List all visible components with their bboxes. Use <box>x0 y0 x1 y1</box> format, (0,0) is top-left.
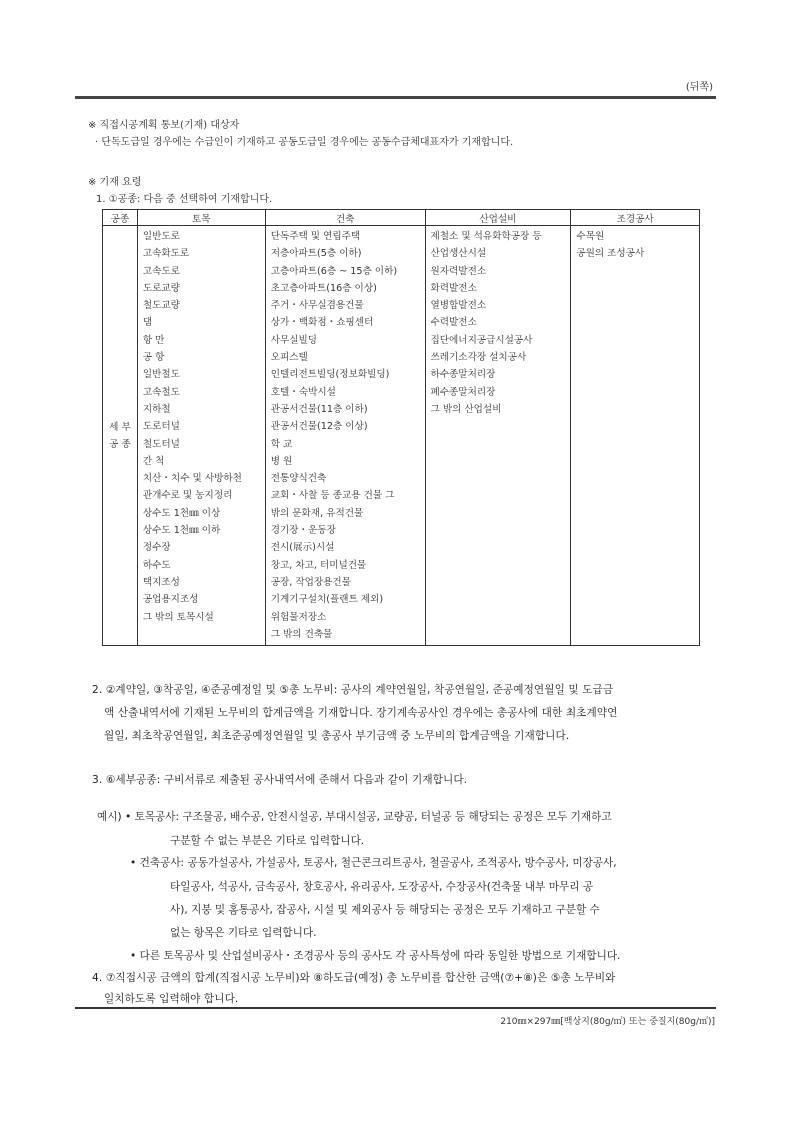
item2-line1: 2. ②계약일, ③착공일, ④준공예정일 및 ⑤총 노무비: 공사의 계약연월일, 착공연월일, 준공예정연월일 및 도급금 <box>92 684 614 696</box>
building-item: 전통양식건축 <box>270 473 327 485</box>
industrial-item: 집단에너지공급시설공사 <box>430 334 533 346</box>
industrial-item: 열병합발전소 <box>430 300 487 312</box>
civil-item: 공업용지조성 <box>142 594 199 606</box>
civil-item: 그 밖의 토목시설 <box>142 611 214 623</box>
paper-spec-note: 210㎜×297㎜[백상지(80g/㎡) 또는 중질지(80g/㎡)] <box>500 1017 715 1027</box>
guide-heading: ※ 기재 요령 <box>88 177 142 188</box>
civil-item: 택지조성 <box>142 576 180 588</box>
building-item: 밖의 문화재, 유적건물 <box>270 507 364 519</box>
item2-line2: 액 산출내역서에 기재된 노무비의 합계금액을 기재합니다. 장기계속공사인 경우에는 총공사에 대한 최초계약연 <box>104 707 618 719</box>
civil-item: 도로터널 <box>142 421 180 433</box>
civil-item: 상수도 1천㎜ 이하 <box>142 525 221 537</box>
item3-title: 3. ⑥세부공종: 구비서류로 제출된 공사내역서에 준해서 다음과 같이 기재합니다. <box>92 774 468 786</box>
industrial-item: 폐수종말처리장 <box>430 386 496 398</box>
header-building: 건축 <box>265 210 425 226</box>
civil-item: 하수도 <box>142 559 171 571</box>
building-item: 고층아파트(6층 ~ 15층 이하) <box>270 265 398 277</box>
top-rule <box>75 96 716 99</box>
civil-item: 철도교량 <box>142 300 180 312</box>
building-item: 사무실빌딩 <box>270 334 318 346</box>
building-item: 인텔리전트빌딩(정보화빌딩) <box>270 369 390 381</box>
civil-item: 일반도로 <box>142 231 180 242</box>
civil-item: 고속화도로 <box>142 248 190 260</box>
industrial-item: 하수종말처리장 <box>430 369 496 381</box>
landscape-item: 공원의 조성공사 <box>576 248 645 260</box>
row-label-line2: 공 종 <box>109 438 131 450</box>
table-row <box>103 226 700 646</box>
row-label <box>103 226 138 646</box>
example-civil-cont: 구분할 수 없는 부분은 기타로 입력합니다. <box>170 835 365 847</box>
building-item: 기계기구설치(플랜트 제외) <box>270 594 384 606</box>
industrial-item: 산업생산시설 <box>430 248 487 260</box>
industrial-column <box>425 226 571 646</box>
civil-item: 간 척 <box>142 455 165 467</box>
civil-item: 관개수로 및 농지정리 <box>142 490 233 502</box>
notice-heading: ※ 직접시공계획 통보(기재) 대상자 <box>88 120 240 131</box>
building-item: 단독주택 및 연립주택 <box>270 231 361 242</box>
example-building-cont3: 없는 항목은 기타로 입력합니다. <box>170 927 317 939</box>
building-list <box>266 226 425 645</box>
header-landscape: 조경공사 <box>571 210 700 226</box>
industrial-item: 쓰레기소각장 설치공사 <box>430 352 527 364</box>
building-item: 창고, 차고, 터미널건물 <box>270 559 367 571</box>
civil-item: 일반철도 <box>142 369 180 381</box>
building-item: 저층아파트(5층 이하) <box>270 248 362 260</box>
civil-item: 지하철 <box>142 403 171 415</box>
industrial-list <box>426 226 571 420</box>
civil-item: 상수도 1천㎜ 이상 <box>142 507 221 519</box>
building-item: 교회・사찰 등 종교용 건물 그 <box>270 490 395 502</box>
page-side-label: (뒤쪽) <box>685 82 713 93</box>
building-item: 경기장・운동장 <box>270 525 336 537</box>
landscape-list <box>571 226 699 265</box>
building-item: 관공서건물(12층 이상) <box>270 421 368 433</box>
building-item: 위험물저장소 <box>270 611 327 623</box>
bottom-rule <box>75 1007 716 1009</box>
example-building: • 건축공사: 공동가설공사, 가설공사, 토공사, 철근콘크리트공사, 철골공사, 조적공사, 방수공사, 미장공사, <box>130 857 617 869</box>
building-item: 상가・백화점・쇼핑센터 <box>270 317 374 329</box>
row-label-line1: 세 부 <box>109 421 131 433</box>
civil-item: 공 항 <box>142 352 165 364</box>
building-item: 병 원 <box>270 455 293 467</box>
work-type-table <box>102 209 700 646</box>
civil-item: 고속도로 <box>142 265 180 277</box>
example-civil: 예시) • 토목공사: 구조물공, 배수공, 안전시설공, 부대시설공, 교량공, 터널공 등 해당되는 공정은 모두 기재하고 <box>97 811 612 823</box>
industrial-item: 원자력발전소 <box>430 265 487 277</box>
industrial-item: 화력발전소 <box>430 282 477 294</box>
building-item: 호텔・숙박시설 <box>270 386 336 398</box>
building-column <box>265 226 425 646</box>
civil-list <box>138 226 265 628</box>
industrial-item: 제철소 및 석유화학공장 등 <box>430 231 542 242</box>
civil-item: 정수장 <box>142 542 171 554</box>
civil-item: 고속철도 <box>142 386 180 398</box>
building-item: 학 교 <box>270 438 293 450</box>
civil-column <box>137 226 265 646</box>
header-work-type: 공종 <box>103 210 138 226</box>
item4-line2: 일치하도록 입력해야 합니다. <box>104 993 239 1005</box>
table-header-row <box>103 210 700 226</box>
building-item: 초고층아파트(16층 이상) <box>270 282 377 294</box>
header-civil: 토목 <box>137 210 265 226</box>
civil-item: 철도터널 <box>142 438 180 450</box>
notice-text: · 단독도급일 경우에는 수급인이 기재하고 공동도급일 경우에는 공동수급체대표자가 기재합니다. <box>95 137 514 148</box>
landscape-item: 수목원 <box>576 231 605 242</box>
header-industrial: 산업설비 <box>425 210 571 226</box>
item2-line3: 월일, 최초착공연월일, 최초준공예정연월일 및 총공사 부기금액 중 노무비의 합계금액을 기재합니다. <box>104 730 570 742</box>
industrial-item: 그 밖의 산업설비 <box>430 403 502 415</box>
civil-item: 치산・치수 및 사방하천 <box>142 473 242 485</box>
building-item: 전시(展示)시설 <box>270 542 335 554</box>
civil-item: 항 만 <box>142 334 165 346</box>
building-item: 오피스텔 <box>270 352 308 364</box>
building-item: 관공서건물(11층 이하) <box>270 403 368 415</box>
building-item: 그 밖의 건축물 <box>270 628 333 640</box>
building-item: 공장, 작업장용건물 <box>270 576 351 588</box>
item1-title: 1. ①공종: 다음 중 선택하여 기재합니다. <box>96 194 273 205</box>
example-others: • 다른 토목공사 및 산업설비공사・조경공사 등의 공사도 각 공사특성에 따라 동일한 방법으로 기재합니다. <box>130 950 621 962</box>
landscape-column <box>571 226 700 646</box>
example-building-cont1: 타일공사, 석공사, 금속공사, 창호공사, 유리공사, 도장공사, 수장공사(건축물 내부 마무리 공 <box>170 881 594 893</box>
industrial-item: 수력발전소 <box>430 317 477 329</box>
civil-item: 도로교량 <box>142 282 180 294</box>
civil-item: 댐 <box>142 317 153 329</box>
building-item: 주거・사무실겸용건물 <box>270 300 364 312</box>
example-building-cont2: 사), 지붕 및 홈통공사, 잡공사, 시설 및 제외공사 등 해당되는 공정은 모두 기재하고 구분할 수 <box>170 904 600 916</box>
item4-line1: 4. ⑦직접시공 금액의 합계(직접시공 노무비)와 ⑧하도급(예정) 총 노무비를 합산한 금액(⑦+⑧)은 ⑤총 노무비와 <box>92 972 616 984</box>
